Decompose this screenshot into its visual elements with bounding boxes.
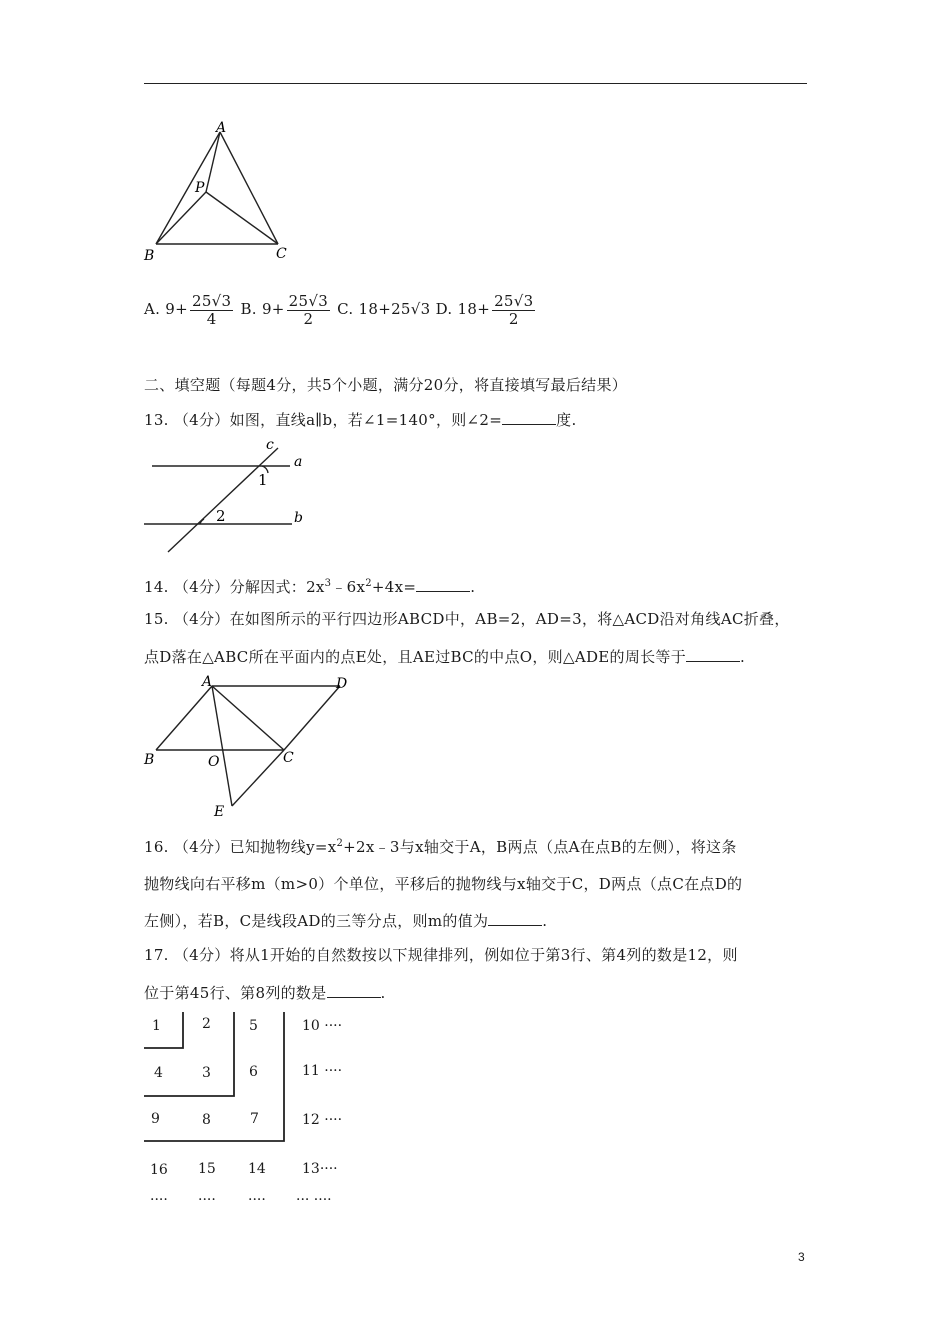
label-C: C [283,750,294,766]
question-17-line-2: 位于第45行、第8列的数是 . [144,984,386,1002]
label-B: B [144,752,155,768]
label-E: E [214,804,225,820]
grid-cell: 13···· [302,1161,338,1177]
question-16-line-1: 16. （4分）已知抛物线$y=x^2+2x﹣3$与x轴交于A，B两点（点A在点B的左侧），将这条 [144,838,737,856]
label-angle-1: 1 [258,471,268,489]
grid-cell: 3 [202,1065,211,1081]
question-15-line-1: 15. （4分）在如图所示的平行四边形ABCD中，AB=2，AD=3，将△ACD沿对角线AC折叠， [144,610,790,628]
option-d: D. 18+ $\frac{25√3}{2}$ [435,291,534,328]
question-17-line-1: 17. （4分）将从1开始的自然数按以下规律排列，例如位于第3行、第4列的数是12，则 [144,946,738,964]
grid-cell: 4 [154,1065,163,1081]
option-c: C. 18+25√3 [337,300,431,318]
grid-cell: 14 [248,1161,266,1177]
answer-blank-17[interactable] [327,983,381,998]
question-16-line-3: 左侧），若B，C是线段AD的三等分点，则m的值为 . [144,912,548,930]
label-angle-2: 2 [216,507,226,525]
label-b: b [294,510,303,526]
label-B: B [144,248,155,264]
answer-blank-13[interactable] [502,410,556,425]
label-O: O [208,754,220,770]
label-a: a [294,454,303,470]
page-number: 3 [798,1250,805,1264]
grid-cell: 1 [152,1018,161,1034]
label-A: A [216,120,227,136]
number-grid-figure [140,1008,380,1218]
grid-cell: 16 [150,1162,168,1178]
grid-cell: 7 [250,1111,259,1127]
label-D: D [336,676,348,692]
question-13: 13. （4分）如图，直线a∥b，若∠1=140°，则∠2= 度. [144,411,577,429]
label-P: P [195,180,205,196]
grid-cell: ··· ···· [296,1192,332,1208]
grid-cell: 11 ···· [302,1063,343,1079]
parallel-lines-figure [140,440,320,560]
grid-cell: 5 [249,1018,258,1034]
triangle-figure [140,118,310,268]
option-a: A. 9+ $\frac{25√3}{4}$ [144,291,232,328]
grid-cell: 6 [249,1064,258,1080]
grid-cell: ···· [248,1192,266,1208]
answer-blank-14[interactable] [416,577,470,592]
header-rule [144,83,807,84]
option-b: B. 9+ $\frac{25√3}{2}$ [240,291,329,328]
label-c: c [266,440,274,453]
question-16-line-2: 抛物线向右平移m（m>0）个单位，平移后的抛物线与x轴交于C，D两点（点C在点D的 [144,875,743,893]
grid-cell: 2 [202,1016,211,1032]
grid-cell: 10 ···· [302,1018,343,1034]
question-15-line-2: 点D落在△ABC所在平面内的点E处，且AE过BC的中点O，则△ADE的周长等于 . [144,648,746,666]
grid-cell: ···· [150,1192,168,1208]
q12-options [144,288,537,329]
question-14: 14. （4分）分解因式：$2x^3﹣6x^2+4x=$ . [144,578,476,596]
grid-cell: 12 ···· [302,1112,343,1128]
grid-cell: 8 [202,1112,211,1128]
grid-cell: ···· [198,1192,216,1208]
label-C: C [276,246,287,262]
grid-cell: 15 [198,1161,216,1177]
label-A: A [202,674,213,690]
parallelogram-figure [140,672,370,822]
answer-blank-15[interactable] [686,647,740,662]
grid-cell: 9 [151,1111,160,1127]
answer-blank-16[interactable] [488,911,542,926]
section-heading: 二、填空题（每题4分，共5个小题，满分20分，将直接填写最后结果） [144,376,628,394]
